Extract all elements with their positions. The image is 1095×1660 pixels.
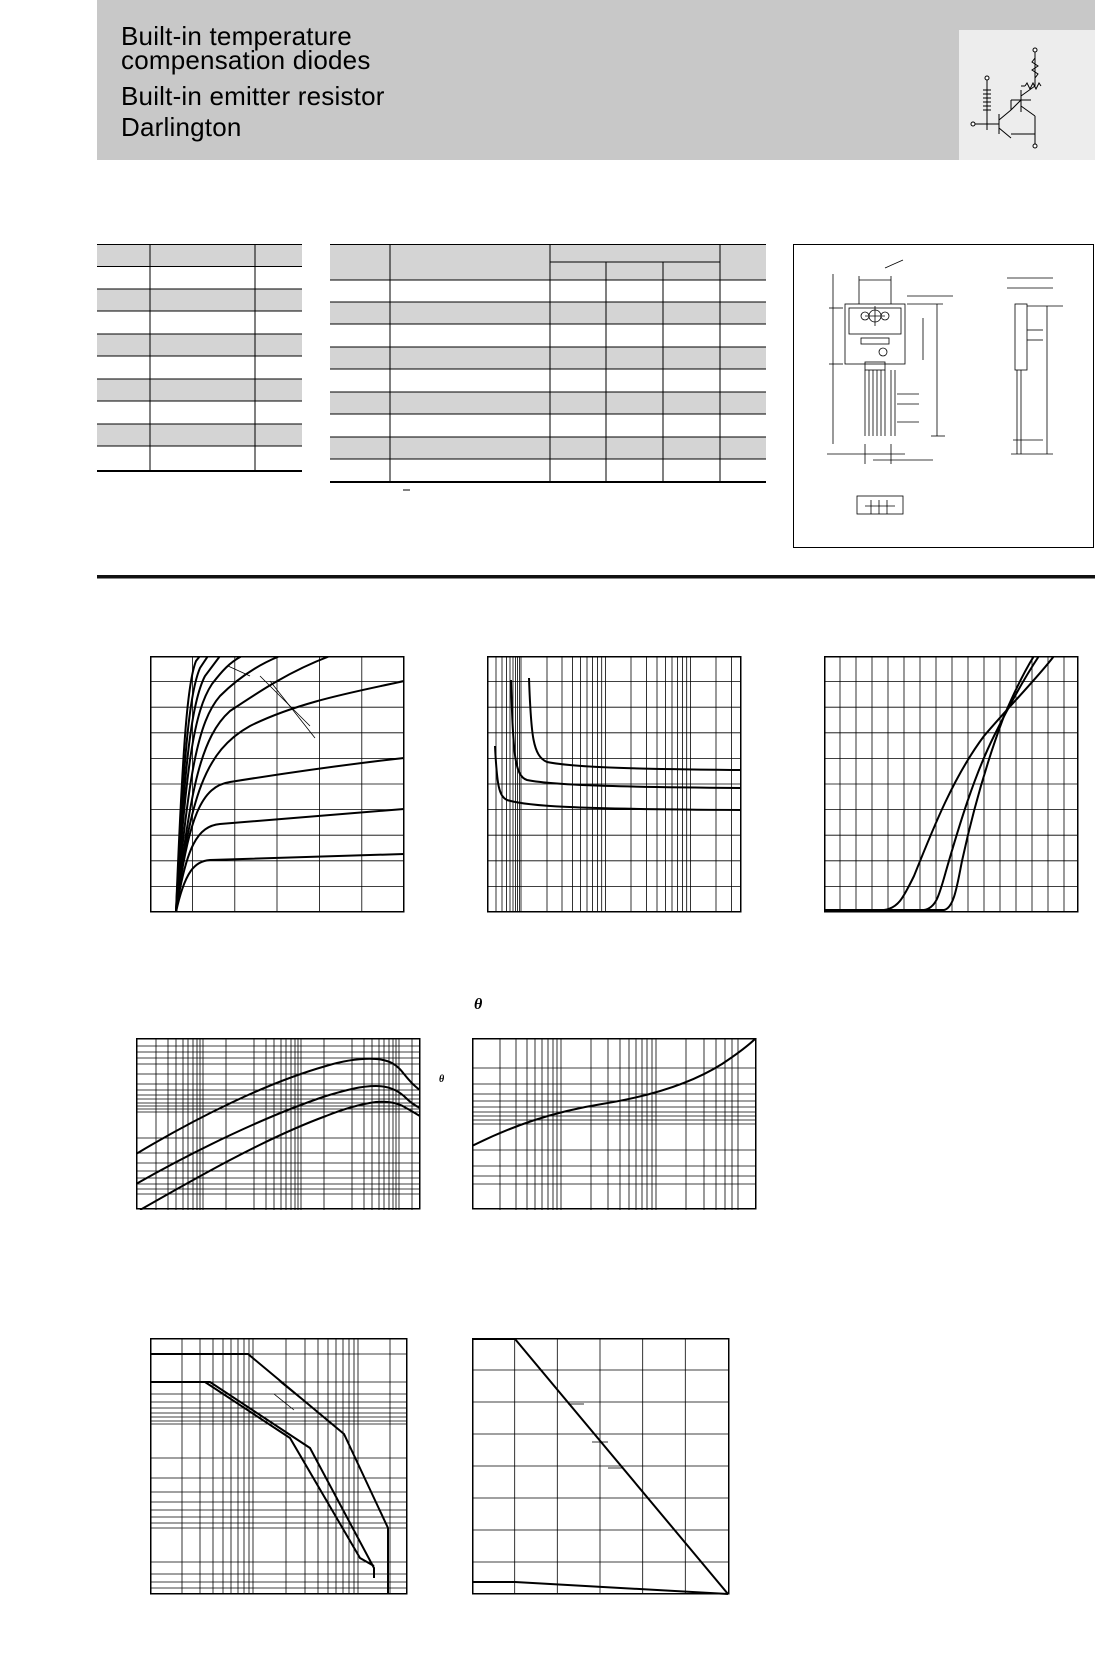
equivalent-circuit (959, 30, 1095, 160)
darlington-circuit-icon (959, 30, 1095, 160)
chart-5 (472, 1038, 758, 1210)
chart-7 (472, 1338, 730, 1596)
product-title (121, 21, 385, 142)
theta-axis-symbol: θ (439, 1074, 445, 1085)
section-divider (97, 575, 1095, 579)
title-line-3: Built-in emitter resistor (121, 81, 385, 111)
title-line-1: Built-in temperature (121, 21, 352, 51)
electrical-characteristics-table (330, 244, 766, 498)
package-outline-icon (793, 244, 1094, 549)
absolute-ratings-table (97, 244, 302, 474)
title-line-2: compensation diodes (121, 45, 371, 75)
chart-6 (150, 1338, 408, 1596)
chart-4 (136, 1038, 422, 1210)
header-banner (97, 0, 1095, 160)
chart-1 (150, 656, 406, 916)
theta-symbol: θ (474, 996, 483, 1013)
title-line-4: Darlington (121, 112, 242, 142)
chart-2 (487, 656, 743, 916)
chart-3 (824, 656, 1080, 916)
